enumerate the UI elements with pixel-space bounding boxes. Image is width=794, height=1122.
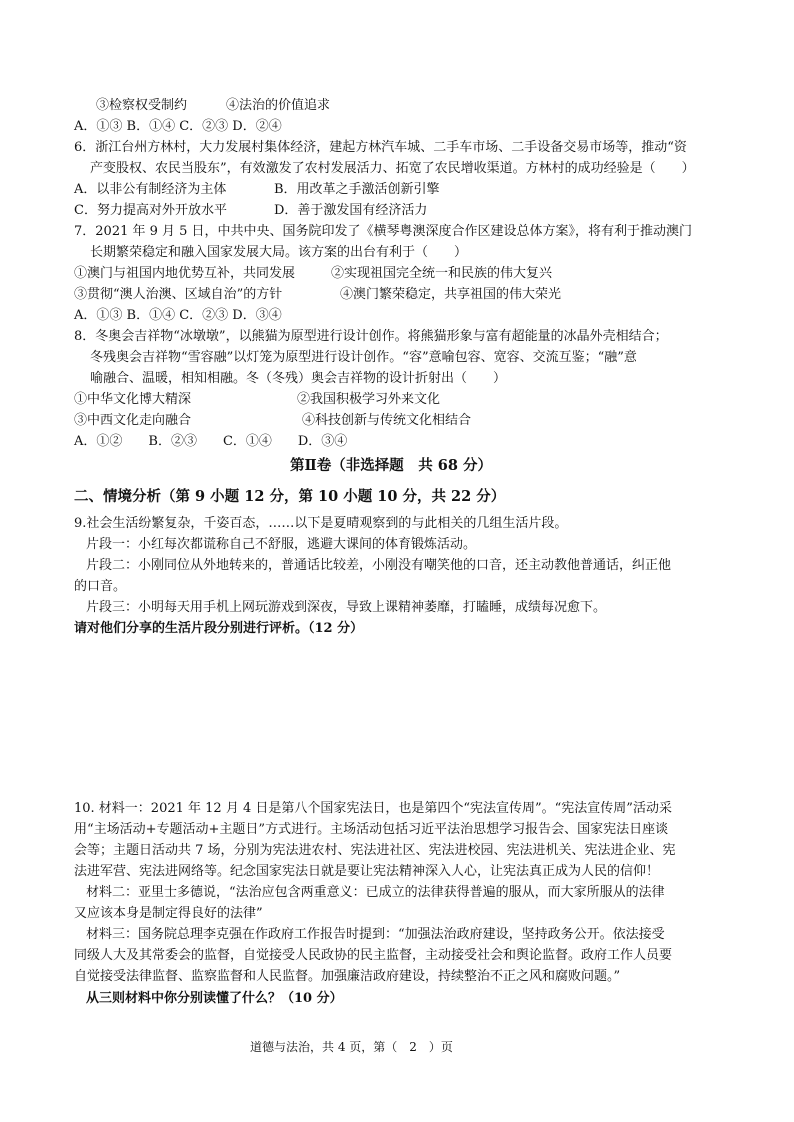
q9-fragment-1: 片段一：小红每次都谎称自己不舒服，逃避大课间的体育锻炼活动。 xyxy=(86,537,477,552)
q7-option-2: ②实现祖国完全统一和民族的伟大复兴 xyxy=(331,266,553,281)
section-heading: 二、情境分析（第 9 小题 12 分，第 10 小题 10 分，共 22 分） xyxy=(74,488,506,505)
q7-option-1: ①澳门与祖国内地优势互补，共同发展 xyxy=(74,266,296,281)
q10-material2-line1: 材料二：亚里士多德说，“法治应包含两重意义：已成立的法律获得普遍的服从，而大家所服从的法律 xyxy=(86,885,665,900)
q10-question: 从三则材料中你分别读懂了什么？（10 分） xyxy=(86,991,343,1006)
q10-material1-line4: 法进军营、宪法进网络等。纪念国家宪法日就是要让宪法精神深入人心，让宪法真正成为人民的信仰！ xyxy=(74,864,660,879)
q9-fragment-3: 片段三：小明每天用手机上网玩游戏到深夜，导致上课精神萎靡，打瞌睡，成绩每况愈下。 xyxy=(86,600,607,615)
q8-stem-line1: 8．冬奥会吉祥物“冰墩墩”，以熊猫为原型进行设计创作。将熊猫形象与富有超能量的冰晶外壳相结合； xyxy=(74,329,668,344)
q6-stem-line1: 6．浙江台州方林村，大力发展村集体经济，建起方林汽车城、二手车市场、二手设备交易市场等，推动“资 xyxy=(74,140,687,155)
q10-material1-line1: 10. 材料一：2021 年 12 月 4 日是第八个国家宪法日，也是第四个“宪法宣传周”。“宪法宣传周”活动采 xyxy=(74,801,672,816)
page-footer: 道德与法治，共 4 页，第（ 2 ）页 xyxy=(250,1040,453,1054)
q8-stem-line2: 冬残奥会吉祥物“雪容融”以灯笼为原型进行设计创作。“容”意喻包容、宽容、交流互鉴；“融”意 xyxy=(90,350,637,365)
q9-fragment-2-line1: 片段二：小刚同位从外地转来的，普通话比较差，小刚没有嘲笑他的口音，还主动教他普通话，纠正他 xyxy=(86,558,672,573)
q7-option-4: ④澳门繁荣稳定，共享祖国的伟大荣光 xyxy=(340,287,562,302)
q7-stem-line2: 长期繁荣稳定和融入国家发展大局。该方案的出台有利于（ ） xyxy=(90,245,468,260)
q9-question: 请对他们分享的生活片段分别进行评析。（12 分） xyxy=(74,621,364,636)
q8-option-3: ③中西文化走向融合 xyxy=(74,413,192,428)
q8-option-4: ④科技创新与传统文化相结合 xyxy=(302,413,472,428)
q7-stem-line1: 7．2021 年 9 月 5 日，中共中央、国务院印发了《横琴粤澳深度合作区建设总体方案》，将有利于推动澳门 xyxy=(74,224,693,239)
q6-option-c: C．努力提高对外开放水平 xyxy=(74,203,227,218)
q8-option-1: ①中华文化博大精深 xyxy=(74,392,192,407)
q7-choices: A．①③ B．①④ C．②③ D．③④ xyxy=(74,308,282,323)
q9-intro: 9.社会生活纷繁复杂，千姿百态，……以下是夏晴观察到的与此相关的几组生活片段。 xyxy=(74,516,568,531)
q9-fragment-2-line2: 的口音。 xyxy=(74,579,127,594)
q6-option-a: A．以非公有制经济为主体 xyxy=(74,182,227,197)
q10-material1-line2: 用“主场活动+专题活动+主题日”方式进行。主场活动包括习近平法治思想学习报告会、国家宪法日座谈 xyxy=(74,822,669,837)
q6-option-b: B．用改革之手激活创新引擎 xyxy=(274,182,440,197)
q10-material3-line3: 自觉接受法律监督、监察监督和人民监督。加强廉洁政府建设，持续整治不正之风和腐败问题。” xyxy=(74,969,621,984)
q6-stem-line2: 产变股权、农民当股东”，有效激发了农村发展活力、拓宽了农民增收渠道。方林村的成功经验是（ ） xyxy=(90,161,695,176)
part2-title: 第Ⅱ卷（非选择题 共 68 分） xyxy=(290,457,492,474)
q8-option-2: ②我国积极学习外来文化 xyxy=(297,392,441,407)
q5-choices: A．①③ B．①④ C．②③ D．②④ xyxy=(74,119,282,134)
q10-material3-line1: 材料三：国务院总理李克强在作政府工作报告时提到：“加强法治政府建设，坚持政务公开。依法接受 xyxy=(86,927,665,942)
q6-option-d: D．善于激发国有经济活力 xyxy=(274,203,428,218)
q8-choices: A．①② B．②③ C．①④ D．③④ xyxy=(74,434,348,449)
q9-answer-space xyxy=(74,645,724,795)
q7-option-3: ③贯彻“澳人治澳、区域自治”的方针 xyxy=(74,287,283,302)
q5-options-line: ③检察权受制约 ④法治的价值追求 xyxy=(96,98,331,113)
q8-stem-line3: 喻融合、温暖，相知相融。冬（冬残）奥会吉祥物的设计折射出（ ） xyxy=(90,371,507,386)
q10-material3-line2: 同级人大及其常委会的监督，自觉接受人民政协的民主监督，主动接受社会和舆论监督。政府工作人员要 xyxy=(74,948,673,963)
q10-material2-line2: 又应该本身是制定得良好的法律” xyxy=(74,906,263,921)
q10-material1-line3: 会等；主题日活动共 7 场，分别为宪法进农村、宪法进社区、宪法进校园、宪法进机关、宪法进企业、宪 xyxy=(74,843,676,858)
